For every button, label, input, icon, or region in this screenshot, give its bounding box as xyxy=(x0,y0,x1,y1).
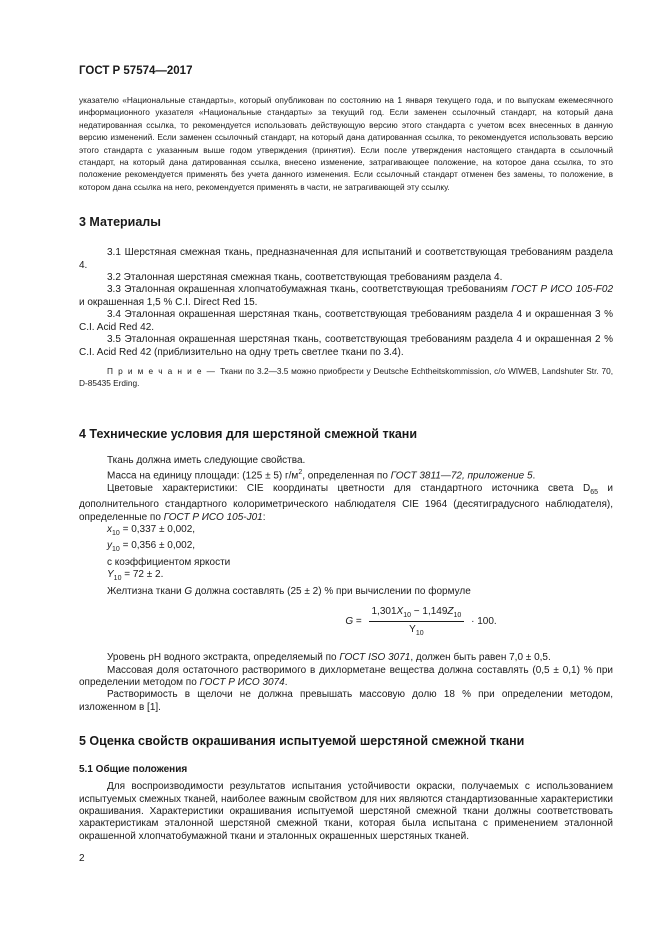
y-subscript: 10 xyxy=(112,546,120,554)
standard-reference: ГОСТ Р ИСО 105-J01 xyxy=(163,511,263,523)
x-symbol: x xyxy=(107,524,112,536)
x-subscript: 10 xyxy=(112,530,120,538)
Y10-value xyxy=(79,569,613,585)
note-text: Ткани по 3.2—3.5 можно приобрести у Deutsche Echtheitskommission, c/o WIWEB, Landshuter Str. 70, D-85435 Erding. xyxy=(79,365,613,389)
formula-fraction xyxy=(369,606,465,637)
color-text-3: : xyxy=(262,511,266,523)
note-label: П р и м е ч а н и е — xyxy=(107,365,221,376)
item-3-4: 3.4 Эталонная окрашенная шерстяная ткань, соответствующая требованиям раздела 4 и окрашенная 3 % C.I. Acid Red 42. xyxy=(79,309,613,333)
G-symbol: G xyxy=(184,585,193,597)
section-4-title: 4 Технические условия для шерстяной смежной ткани xyxy=(79,426,418,441)
illuminant-subscript: 65 xyxy=(590,488,598,496)
y-symbol: y xyxy=(107,540,112,552)
mass-fraction xyxy=(79,665,613,690)
Y-symbol: Y xyxy=(107,569,114,581)
yellowness-formula xyxy=(79,606,613,642)
x-value: = 0,337 ± 0,002, xyxy=(119,524,196,536)
section-3-title: 3 Материалы xyxy=(79,215,161,230)
page-number: 2 xyxy=(79,853,85,864)
mass-fraction-text: Массовая доля остаточного растворимого в дихлорметане вещества должна составлять (0,5 ± 0,1) % при определении методом по xyxy=(79,664,613,688)
standard-reference: ГОСТ 3811—72, приложение 5 xyxy=(390,470,533,482)
coef-1: 1,301 xyxy=(371,606,397,618)
formula-denominator xyxy=(409,622,423,637)
alkali-solubility: Растворимость в щелочи не должна превышать массовую долю 18 % при определении методом, изложенном в [1]. xyxy=(79,689,613,713)
item-3-1: 3.1 Шерстяная смежная ткань, предназначенная для испытаний и соответствующая требованиям раздела 4. xyxy=(79,247,613,271)
section-5-title: 5 Оценка свойств окрашивания испытуемой шерстяной смежной ткани xyxy=(79,734,525,749)
y10-value xyxy=(79,540,613,556)
item-3-5: 3.5 Эталонная окрашенная шерстяная ткань, соответствующая требованиям раздела 4 и окрашенная 2 % C.I. Acid Red 42 (приблизительно на одну треть светлее ткани по 3.4). xyxy=(79,334,613,358)
document-body xyxy=(79,94,613,843)
formula-expression xyxy=(345,606,496,637)
Y-value: = 72 ± 2. xyxy=(121,569,164,581)
mass-fraction-tail: . xyxy=(284,676,288,688)
item-3-3-text: 3.3 Эталонная окрашенная хлопчатобумажная ткань, соответствующая требованиям xyxy=(107,284,508,296)
standard-reference: ГОСТ Р ИСО 3074 xyxy=(199,676,285,688)
formula-numerator xyxy=(369,606,465,622)
item-3-2: 3.2 Эталонная шерстяная смежная ткань, соответствующая требованиям раздела 4. xyxy=(107,272,503,284)
color-characteristics xyxy=(79,483,613,524)
mass-text: Масса на единицу площади: (125 ± 5) г/м xyxy=(107,470,299,482)
section-5-1-paragraph: Для воспроизводимости результатов испытания устойчивости окраски, получаемых с использованием испытуемых смежных тканей, наиболее важным свойством для них являются стандартизованные характеристики окрашивания. Характеристики окрашивания испытуемой шерстяной смежной ткани должны соответствовать характеристикам эталонной шерстяной смежной ткани, которая была испытана с применением эталонной окрашенной хлопчатобумажной ткани и эталонных окрашенных шерстяных тканей. xyxy=(79,781,613,842)
coef-2: − 1,149 xyxy=(411,606,448,618)
ph-text-2: , должен быть равен 7,0 ± 0,5. xyxy=(410,652,551,664)
mass-text-2: , определенная по xyxy=(302,470,391,482)
Y-subscript: 10 xyxy=(113,575,122,583)
standard-reference: ГОСТ Р ИСО 105-F02 xyxy=(511,284,614,296)
x10-value xyxy=(79,524,613,540)
section-3-note xyxy=(79,365,613,390)
formula-G: G xyxy=(345,616,354,628)
den-subscript: 10 xyxy=(415,630,424,638)
yellowness-text-2: должна составлять (25 ± 2) % при вычислении по формуле xyxy=(192,585,471,597)
formula-equals: = xyxy=(353,616,365,628)
luminance-label: с коэффициентом яркости xyxy=(107,556,231,568)
den-Y: Y xyxy=(409,624,416,636)
X-symbol: X xyxy=(396,606,404,618)
color-text: Цветовые характеристики: CIE координаты цветности для стандартного источника света D xyxy=(107,482,591,494)
item-3-3 xyxy=(79,284,613,309)
Z-symbol: Z xyxy=(447,606,454,618)
X-subscript: 10 xyxy=(403,612,411,620)
intro-paragraph: указателю «Национальные стандарты», который опубликован по состоянию на 1 января текущего года, и по выпускам ежемесячного информационного указателя «Национальные стандарты» за текущий год. Если заменен ссылочный стандарт, на который дана недатированная ссылка, то рекомендуется использовать действующую версию этого стандарта с учетом всех внесенных в данную версию изменений. Если заменен ссылочный стандарт, на который дана датированная ссылка, то рекомендуется использовать версию этого стандарта с указанным выше годом утверждения (принятия). Если после утверждения настоящего стандарта в ссылочный стандарт, на который дана датированная ссылка, внесено изменение, затрагивающее положение, на которое дана ссылка, то это положение рекомендуется применять без учета данного изменения. Если ссылочный стандарт отменен без замены, то положение, в котором дана ссылка на него, рекомендуется применять в части, не затрагивающей эту ссылку. xyxy=(79,95,613,192)
document-header: ГОСТ Р 57574—2017 xyxy=(79,65,193,77)
section-3-items xyxy=(79,247,613,389)
item-3-3-tail: и окрашенная 1,5 % C.I. Direct Red 15. xyxy=(79,296,258,308)
mass-text-3: . xyxy=(532,470,536,482)
formula-tail: · 100. xyxy=(468,616,497,628)
ph-level xyxy=(79,652,613,664)
fabric-properties-intro: Ткань должна иметь следующие свойства. xyxy=(107,454,306,466)
color-text-2: и дополнительного стандартного колориметрического наблюдателя CIE 1964 (десятиградусного наблюдателя), определенные по xyxy=(79,482,614,523)
y-value: = 0,356 ± 0,002, xyxy=(119,540,196,552)
yellowness-text-1: Желтизна ткани xyxy=(107,585,185,597)
standard-reference: ГОСТ ISO 3071 xyxy=(339,652,411,664)
section-4-content xyxy=(79,455,613,714)
ph-text: Уровень pH водного экстракта, определяемый по xyxy=(107,652,340,664)
mass-superscript: 2 xyxy=(298,469,303,477)
section-5-1-title: 5.1 Общие положения xyxy=(79,764,188,776)
mass-per-area xyxy=(79,467,613,483)
Z-subscript: 10 xyxy=(453,612,462,620)
yellowness-text xyxy=(79,586,613,598)
